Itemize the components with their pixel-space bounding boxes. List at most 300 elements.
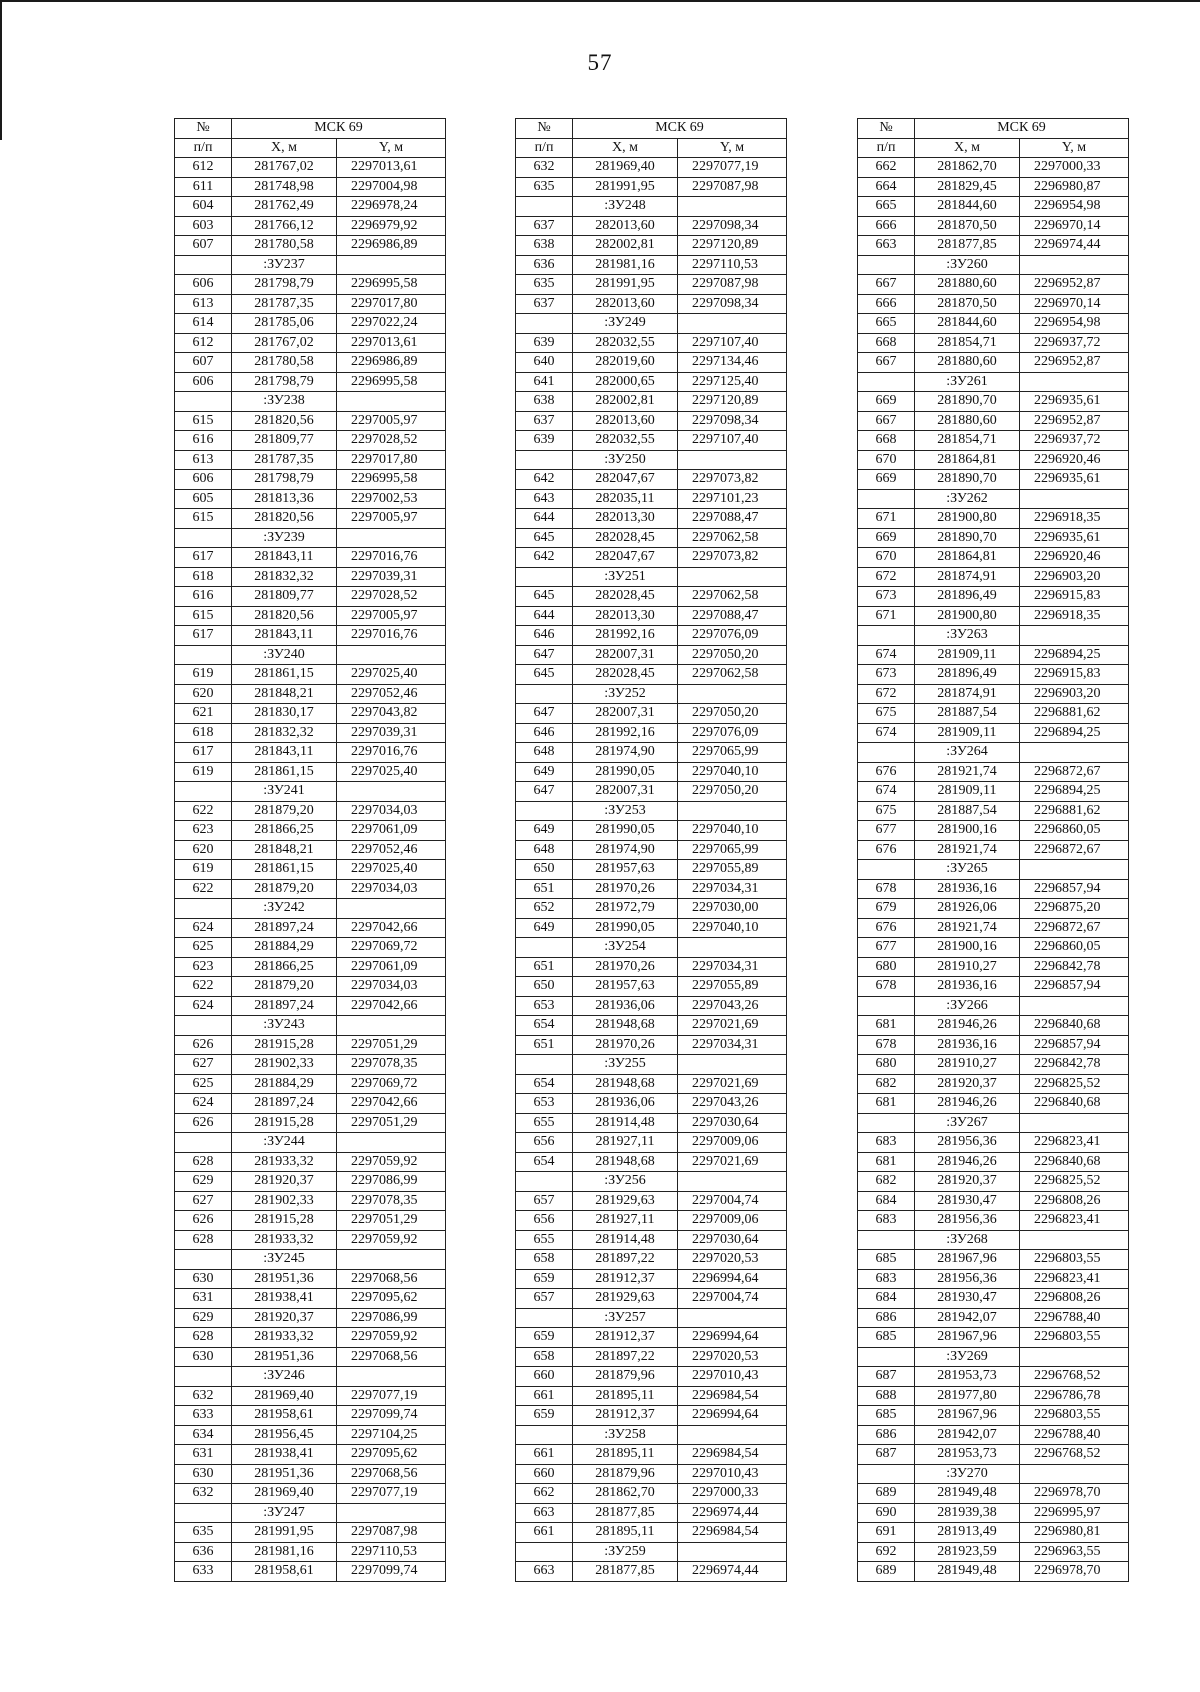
y-coordinate: 2296842,78 (1020, 957, 1129, 977)
y-coordinate: 2296995,58 (337, 372, 446, 392)
table-row (858, 1172, 1129, 1192)
x-coordinate: 281938,41 (232, 1289, 337, 1309)
table-row (516, 294, 787, 314)
table-row (516, 918, 787, 938)
table-row (858, 294, 1129, 314)
y-coordinate: 2296995,58 (337, 275, 446, 295)
x-coordinate: 281864,81 (915, 450, 1020, 470)
y-coordinate: 2296857,94 (1020, 1035, 1129, 1055)
x-coordinate: 281762,49 (232, 197, 337, 217)
x-coordinate: 281909,11 (915, 645, 1020, 665)
parcel-label: :ЗУ242 (232, 899, 337, 919)
table-row (858, 333, 1129, 353)
parcel-header-row (858, 626, 1129, 646)
x-coordinate: 281915,28 (232, 1035, 337, 1055)
x-coordinate: 281843,11 (232, 743, 337, 763)
x-coordinate: 281967,96 (915, 1250, 1020, 1270)
point-number: 674 (858, 723, 915, 743)
table-row (516, 255, 787, 275)
table-row (516, 1328, 787, 1348)
table-row (175, 431, 446, 451)
y-coordinate: 2297013,61 (337, 333, 446, 353)
table-row (858, 801, 1129, 821)
point-number: 663 (516, 1562, 573, 1582)
x-coordinate: 282035,11 (573, 489, 678, 509)
table-row (858, 938, 1129, 958)
table-row (858, 548, 1129, 568)
parcel-label: :ЗУ257 (573, 1308, 678, 1328)
point-number: 623 (175, 957, 232, 977)
x-coordinate: 282013,60 (573, 216, 678, 236)
parcel-label: :ЗУ260 (915, 255, 1020, 275)
y-coordinate: 2296803,55 (1020, 1406, 1129, 1426)
point-number: 681 (858, 1016, 915, 1036)
y-coordinate: 2296918,35 (1020, 606, 1129, 626)
empty-cell (858, 860, 915, 880)
point-number: 613 (175, 294, 232, 314)
empty-cell (337, 645, 446, 665)
table-row (175, 216, 446, 236)
y-coordinate: 2297065,99 (678, 743, 787, 763)
header-x: X, м (232, 138, 337, 158)
y-coordinate: 2296954,98 (1020, 314, 1129, 334)
empty-cell (516, 684, 573, 704)
point-number: 680 (858, 1055, 915, 1075)
y-coordinate: 2297030,64 (678, 1230, 787, 1250)
point-number: 615 (175, 606, 232, 626)
point-number: 669 (858, 470, 915, 490)
parcel-header-row (516, 801, 787, 821)
x-coordinate: 282013,30 (573, 509, 678, 529)
x-coordinate: 281946,26 (915, 1016, 1020, 1036)
x-coordinate: 281956,36 (915, 1211, 1020, 1231)
x-coordinate: 281910,27 (915, 957, 1020, 977)
table-row (858, 392, 1129, 412)
parcel-header-row (516, 197, 787, 217)
table-row (516, 821, 787, 841)
y-coordinate: 2297050,20 (678, 704, 787, 724)
x-coordinate: 281896,49 (915, 587, 1020, 607)
table-row (516, 1094, 787, 1114)
table-row (858, 450, 1129, 470)
empty-cell (175, 255, 232, 275)
x-coordinate: 281900,16 (915, 938, 1020, 958)
table-row (175, 860, 446, 880)
x-coordinate: 281921,74 (915, 918, 1020, 938)
x-coordinate: 281990,05 (573, 762, 678, 782)
table-row (858, 1503, 1129, 1523)
parcel-label: :ЗУ237 (232, 255, 337, 275)
x-coordinate: 281897,22 (573, 1347, 678, 1367)
parcel-header-row (516, 1425, 787, 1445)
table-row (516, 1562, 787, 1582)
x-coordinate: 281992,16 (573, 626, 678, 646)
y-coordinate: 2296872,67 (1020, 918, 1129, 938)
empty-cell (337, 1503, 446, 1523)
parcel-label: :ЗУ259 (573, 1542, 678, 1562)
header-x: X, м (915, 138, 1020, 158)
y-coordinate: 2296894,25 (1020, 645, 1129, 665)
table-row (858, 1308, 1129, 1328)
x-coordinate: 281991,95 (573, 177, 678, 197)
y-coordinate: 2296788,40 (1020, 1308, 1129, 1328)
empty-cell (337, 1016, 446, 1036)
table-row (516, 216, 787, 236)
table-row (516, 1152, 787, 1172)
point-number: 657 (516, 1191, 573, 1211)
empty-cell (678, 684, 787, 704)
empty-cell (858, 255, 915, 275)
y-coordinate: 2297095,62 (337, 1445, 446, 1465)
point-number: 671 (858, 606, 915, 626)
point-number: 648 (516, 743, 573, 763)
x-coordinate: 281920,37 (232, 1308, 337, 1328)
point-number: 659 (516, 1328, 573, 1348)
parcel-label: :ЗУ269 (915, 1347, 1020, 1367)
empty-cell (858, 1113, 915, 1133)
x-coordinate: 281942,07 (915, 1308, 1020, 1328)
point-number: 630 (175, 1347, 232, 1367)
x-coordinate: 281767,02 (232, 333, 337, 353)
x-coordinate: 281897,24 (232, 1094, 337, 1114)
point-number: 621 (175, 704, 232, 724)
point-number: 651 (516, 879, 573, 899)
point-number: 616 (175, 431, 232, 451)
parcel-label: :ЗУ250 (573, 450, 678, 470)
point-number: 661 (516, 1386, 573, 1406)
y-coordinate: 2296980,81 (1020, 1523, 1129, 1543)
point-number: 664 (858, 177, 915, 197)
point-number: 683 (858, 1269, 915, 1289)
table-row (516, 860, 787, 880)
table-row (858, 684, 1129, 704)
table-row (858, 1074, 1129, 1094)
y-coordinate: 2296979,92 (337, 216, 446, 236)
y-coordinate: 2297051,29 (337, 1035, 446, 1055)
table-row (858, 1152, 1129, 1172)
x-coordinate: 281854,71 (915, 431, 1020, 451)
table-row (516, 177, 787, 197)
y-coordinate: 2297021,69 (678, 1152, 787, 1172)
x-coordinate: 281953,73 (915, 1445, 1020, 1465)
y-coordinate: 2297078,35 (337, 1055, 446, 1075)
table-row (516, 548, 787, 568)
y-coordinate: 2297034,31 (678, 879, 787, 899)
point-number: 651 (516, 1035, 573, 1055)
y-coordinate: 2297098,34 (678, 294, 787, 314)
table-row (858, 353, 1129, 373)
point-number: 620 (175, 840, 232, 860)
table-row (175, 353, 446, 373)
point-number: 611 (175, 177, 232, 197)
x-coordinate: 281879,20 (232, 879, 337, 899)
x-coordinate: 281915,28 (232, 1211, 337, 1231)
y-coordinate: 2296872,67 (1020, 762, 1129, 782)
point-number: 634 (175, 1425, 232, 1445)
x-coordinate: 281929,63 (573, 1191, 678, 1211)
y-coordinate: 2296986,89 (337, 236, 446, 256)
table-row (175, 567, 446, 587)
y-coordinate: 2296915,83 (1020, 665, 1129, 685)
x-coordinate: 281948,68 (573, 1016, 678, 1036)
x-coordinate: 281936,06 (573, 1094, 678, 1114)
point-number: 643 (516, 489, 573, 509)
x-coordinate: 281926,06 (915, 899, 1020, 919)
table-row (175, 1484, 446, 1504)
x-coordinate: 281920,37 (915, 1172, 1020, 1192)
point-number: 685 (858, 1328, 915, 1348)
point-number: 616 (175, 587, 232, 607)
table-row (516, 353, 787, 373)
x-coordinate: 281866,25 (232, 957, 337, 977)
point-number: 615 (175, 411, 232, 431)
x-coordinate: 281896,49 (915, 665, 1020, 685)
point-number: 677 (858, 821, 915, 841)
page-number: 57 (587, 50, 613, 75)
y-coordinate: 2296881,62 (1020, 801, 1129, 821)
x-coordinate: 281923,59 (915, 1542, 1020, 1562)
point-number: 649 (516, 821, 573, 841)
table-row (175, 762, 446, 782)
header-row-number: п/п (516, 138, 573, 158)
x-coordinate: 281938,41 (232, 1445, 337, 1465)
x-coordinate: 281946,26 (915, 1094, 1020, 1114)
x-coordinate: 281936,16 (915, 977, 1020, 997)
y-coordinate: 2297034,31 (678, 957, 787, 977)
y-coordinate: 2296823,41 (1020, 1133, 1129, 1153)
x-coordinate: 281830,17 (232, 704, 337, 724)
point-number: 670 (858, 450, 915, 470)
point-number: 632 (175, 1386, 232, 1406)
x-coordinate: 282047,67 (573, 548, 678, 568)
x-coordinate: 281895,11 (573, 1523, 678, 1543)
y-coordinate: 2296963,55 (1020, 1542, 1129, 1562)
empty-cell (858, 1230, 915, 1250)
x-coordinate: 281957,63 (573, 860, 678, 880)
parcel-header-row (516, 684, 787, 704)
y-coordinate: 2296952,87 (1020, 353, 1129, 373)
x-coordinate: 281948,68 (573, 1152, 678, 1172)
y-coordinate: 2297077,19 (337, 1484, 446, 1504)
point-number: 648 (516, 840, 573, 860)
point-number: 606 (175, 372, 232, 392)
parcel-label: :ЗУ238 (232, 392, 337, 412)
table-row (516, 1289, 787, 1309)
x-coordinate: 281927,11 (573, 1211, 678, 1231)
parcel-header-row (175, 1250, 446, 1270)
x-coordinate: 281813,36 (232, 489, 337, 509)
y-coordinate: 2296808,26 (1020, 1191, 1129, 1211)
point-number: 617 (175, 548, 232, 568)
y-coordinate: 2297010,43 (678, 1367, 787, 1387)
x-coordinate: 281887,54 (915, 704, 1020, 724)
x-coordinate: 282013,30 (573, 606, 678, 626)
y-coordinate: 2297016,76 (337, 626, 446, 646)
point-number: 675 (858, 704, 915, 724)
table-row (516, 431, 787, 451)
coordinates-table-3 (857, 118, 1129, 1582)
y-coordinate: 2296984,54 (678, 1386, 787, 1406)
parcel-label: :ЗУ253 (573, 801, 678, 821)
parcel-header-row (858, 489, 1129, 509)
x-coordinate: 281920,37 (915, 1074, 1020, 1094)
x-coordinate: 281890,70 (915, 528, 1020, 548)
point-number: 627 (175, 1191, 232, 1211)
x-coordinate: 281936,16 (915, 1035, 1020, 1055)
x-coordinate: 281969,40 (232, 1484, 337, 1504)
table-row (175, 197, 446, 217)
parcel-header-row (175, 255, 446, 275)
point-number: 641 (516, 372, 573, 392)
empty-cell (337, 1250, 446, 1270)
x-coordinate: 281951,36 (232, 1269, 337, 1289)
point-number: 636 (175, 1542, 232, 1562)
parcel-label: :ЗУ261 (915, 372, 1020, 392)
y-coordinate: 2297050,20 (678, 782, 787, 802)
point-number: 655 (516, 1230, 573, 1250)
x-coordinate: 281884,29 (232, 1074, 337, 1094)
y-coordinate: 2296803,55 (1020, 1328, 1129, 1348)
table-row (175, 1562, 446, 1582)
point-number: 633 (175, 1562, 232, 1582)
y-coordinate: 2297065,99 (678, 840, 787, 860)
x-coordinate: 281895,11 (573, 1386, 678, 1406)
table-row (175, 236, 446, 256)
point-number: 666 (858, 216, 915, 236)
y-coordinate: 2297030,00 (678, 899, 787, 919)
parcel-header-row (175, 645, 446, 665)
header-coordinate-system: МСК 69 (232, 119, 446, 139)
point-number: 689 (858, 1562, 915, 1582)
empty-cell (1020, 626, 1129, 646)
table-row (516, 743, 787, 763)
table-row (175, 996, 446, 1016)
y-coordinate: 2297025,40 (337, 762, 446, 782)
table-row (516, 1113, 787, 1133)
empty-cell (858, 1347, 915, 1367)
point-number: 659 (516, 1406, 573, 1426)
table-row (858, 704, 1129, 724)
empty-cell (175, 1016, 232, 1036)
empty-cell (678, 567, 787, 587)
x-coordinate: 281912,37 (573, 1328, 678, 1348)
empty-cell (678, 1172, 787, 1192)
y-coordinate: 2297042,66 (337, 996, 446, 1016)
table-row (858, 1094, 1129, 1114)
empty-cell (858, 626, 915, 646)
table-row (516, 704, 787, 724)
x-coordinate: 281949,48 (915, 1562, 1020, 1582)
empty-cell (337, 782, 446, 802)
y-coordinate: 2297043,82 (337, 704, 446, 724)
x-coordinate: 281879,20 (232, 977, 337, 997)
x-coordinate: 282032,55 (573, 333, 678, 353)
point-number: 624 (175, 996, 232, 1016)
point-number: 649 (516, 762, 573, 782)
x-coordinate: 281877,85 (573, 1503, 678, 1523)
y-coordinate: 2296903,20 (1020, 684, 1129, 704)
table-row (516, 996, 787, 1016)
y-coordinate: 2296825,52 (1020, 1074, 1129, 1094)
table-row (516, 1445, 787, 1465)
table-row (858, 528, 1129, 548)
x-coordinate: 281877,85 (915, 236, 1020, 256)
point-number: 627 (175, 1055, 232, 1075)
parcel-header-row (858, 1464, 1129, 1484)
x-coordinate: 281970,26 (573, 879, 678, 899)
empty-cell (337, 528, 446, 548)
y-coordinate: 2297040,10 (678, 821, 787, 841)
empty-cell (858, 996, 915, 1016)
point-number: 676 (858, 840, 915, 860)
y-coordinate: 2296994,64 (678, 1328, 787, 1348)
table-row (175, 1308, 446, 1328)
parcel-label: :ЗУ258 (573, 1425, 678, 1445)
point-number: 661 (516, 1445, 573, 1465)
x-coordinate: 282013,60 (573, 411, 678, 431)
table-row (175, 275, 446, 295)
y-coordinate: 2297086,99 (337, 1308, 446, 1328)
empty-cell (175, 392, 232, 412)
empty-cell (175, 782, 232, 802)
y-coordinate: 2297095,62 (337, 1289, 446, 1309)
x-coordinate: 281967,96 (915, 1328, 1020, 1348)
x-coordinate: 281820,56 (232, 411, 337, 431)
point-number: 626 (175, 1113, 232, 1133)
y-coordinate: 2297107,40 (678, 431, 787, 451)
y-coordinate: 2297039,31 (337, 723, 446, 743)
y-coordinate: 2297059,92 (337, 1152, 446, 1172)
parcel-header-row (516, 938, 787, 958)
x-coordinate: 281798,79 (232, 372, 337, 392)
table-row (175, 606, 446, 626)
point-number: 670 (858, 548, 915, 568)
x-coordinate: 282028,45 (573, 587, 678, 607)
y-coordinate: 2296952,87 (1020, 275, 1129, 295)
empty-cell (337, 1367, 446, 1387)
empty-cell (337, 392, 446, 412)
empty-cell (678, 314, 787, 334)
point-number: 631 (175, 1445, 232, 1465)
point-number: 617 (175, 743, 232, 763)
table-row (175, 587, 446, 607)
x-coordinate: 281854,71 (915, 333, 1020, 353)
x-coordinate: 281948,68 (573, 1074, 678, 1094)
x-coordinate: 281956,45 (232, 1425, 337, 1445)
y-coordinate: 2297104,25 (337, 1425, 446, 1445)
x-coordinate: 281877,85 (573, 1562, 678, 1582)
parcel-label: :ЗУ264 (915, 743, 1020, 763)
header-y: Y, м (1020, 138, 1129, 158)
parcel-label: :ЗУ267 (915, 1113, 1020, 1133)
table-row (516, 587, 787, 607)
empty-cell (516, 314, 573, 334)
point-number: 677 (858, 938, 915, 958)
table-row (516, 411, 787, 431)
table-row (516, 1386, 787, 1406)
x-coordinate: 281990,05 (573, 821, 678, 841)
point-number: 636 (516, 255, 573, 275)
x-coordinate: 281939,38 (915, 1503, 1020, 1523)
table-row (858, 236, 1129, 256)
y-coordinate: 2296937,72 (1020, 431, 1129, 451)
table-row (858, 1386, 1129, 1406)
x-coordinate: 281930,47 (915, 1191, 1020, 1211)
table-row (516, 1484, 787, 1504)
table-row (175, 626, 446, 646)
point-number: 619 (175, 860, 232, 880)
x-coordinate: 281767,02 (232, 158, 337, 178)
